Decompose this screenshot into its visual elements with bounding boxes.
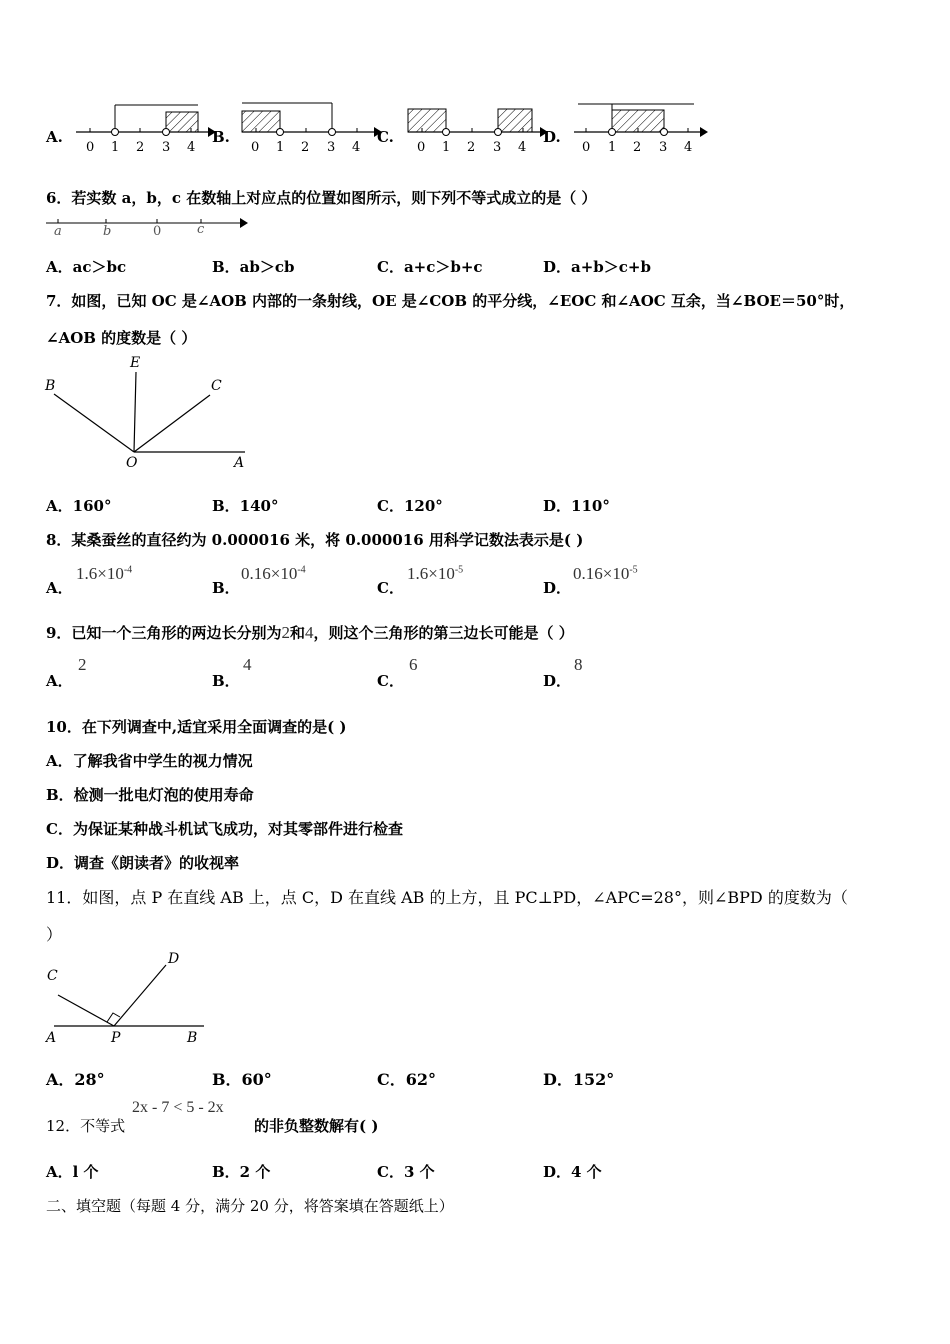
q11-label-p: P xyxy=(111,1030,121,1046)
tick-label: 0 xyxy=(582,140,591,155)
q5-option-c-letter: C. xyxy=(377,128,394,146)
section2-heading: 二、填空题（每题 4 分，满分 20 分，将答案填在答题纸上） xyxy=(46,1197,454,1215)
tick-label: 3 xyxy=(162,140,171,155)
tick-label: 1 xyxy=(111,140,120,155)
q6-option-b: B．ab＞cb xyxy=(212,258,295,276)
tick-label: 2 xyxy=(633,140,642,155)
q6-number-line xyxy=(46,212,256,242)
q7-angle-figure xyxy=(40,352,260,477)
q12-inequality: 2x - 7 < 5 - 2x xyxy=(132,1099,224,1116)
q8-option-a-letter: A． xyxy=(46,579,73,597)
q10-option-a: A．了解我省中学生的视力情况 xyxy=(46,752,253,770)
tick-label: 3 xyxy=(659,140,668,155)
q12-stem-start: 12．不等式 xyxy=(46,1117,126,1135)
q8-option-d-value: $0.16\times 10^{-5}$ xyxy=(573,564,638,583)
q11-option-a: A．28° xyxy=(46,1070,105,1089)
q7-option-b: B．140° xyxy=(212,497,279,515)
q12-option-b: B．2 个 xyxy=(212,1163,271,1181)
q11-label-d: D xyxy=(168,951,180,967)
tick-label: 2 xyxy=(136,140,145,155)
q11-label-b: B xyxy=(187,1030,198,1046)
tick-label: 1 xyxy=(608,140,617,155)
tick-label: 2 xyxy=(301,140,310,155)
q5-option-b-letter: B. xyxy=(212,128,230,146)
q5-option-a-letter: A. xyxy=(46,128,63,146)
tick-label: 4 xyxy=(352,140,361,155)
tick-label: 0 xyxy=(417,140,426,155)
q8-option-c-letter: C． xyxy=(377,579,404,597)
q11-stem-line2: ） xyxy=(46,925,63,944)
q11-label-c: C xyxy=(47,968,58,984)
q8-stem: 8．某桑蚕丝的直径约为 0.000016 米，将 0.000016 用科学记数法表示是( ) xyxy=(46,531,584,549)
q11-option-c: C．62° xyxy=(377,1070,437,1089)
q10-stem: 10．在下列调查中,适宜采用全面调查的是( ) xyxy=(46,718,347,736)
q7-option-c: C．120° xyxy=(377,497,443,515)
q6-label-c: c xyxy=(197,222,205,237)
q10-option-d: D．调查《朗读者》的收视率 xyxy=(46,854,240,872)
q7-stem-line1: 7．如图，已知 OC 是∠AOB 内部的一条射线，OE 是∠COB 的平分线，∠EOC 和∠AOC 互余，当∠BOE＝50°时， xyxy=(46,292,855,310)
q11-option-d: D．152° xyxy=(543,1070,615,1089)
q6-option-c: C．a+c＞b+c xyxy=(377,258,483,276)
q7-label-e: E xyxy=(130,355,141,371)
q7-label-a: A xyxy=(234,455,245,471)
q8-option-c-value: $1.6\times 10^{-5}$ xyxy=(407,564,464,583)
q8-option-b-letter: B． xyxy=(212,579,240,597)
q6-stem: 6．若实数 a，b，c 在数轴上对应点的位置如图所示，则下列不等式成立的是（ ） xyxy=(46,189,597,207)
tick-label: 0 xyxy=(251,140,260,155)
q6-label-0: 0 xyxy=(153,224,162,239)
q8-option-a-value: $1.6\times 10^{-4}$ xyxy=(76,564,133,583)
tick-label: 1 xyxy=(276,140,285,155)
q10-option-b: B．检测一批电灯泡的使用寿命 xyxy=(46,786,254,804)
q9-option-c-value: 6 xyxy=(409,655,418,674)
q7-option-a: A．160° xyxy=(46,497,112,515)
q9-stem: 9．已知一个三角形的两边长分别为2和4，则这个三角形的第三边长可能是（ ） xyxy=(46,623,574,642)
tick-label: 2 xyxy=(467,140,476,155)
q6-label-a: a xyxy=(54,224,62,239)
tick-label: 4 xyxy=(684,140,693,155)
tick-label: 3 xyxy=(327,140,336,155)
q11-option-b: B．60° xyxy=(212,1070,272,1089)
q6-option-a: A．ac＞bc xyxy=(46,258,127,276)
q9-option-d-letter: D． xyxy=(543,672,572,690)
q7-label-c: C xyxy=(211,378,222,394)
q12-option-c: C．3 个 xyxy=(377,1163,435,1181)
q6-label-b: b xyxy=(103,224,112,239)
q11-stem-line1: 11．如图，点 P 在直线 AB 上，点 C，D 在直线 AB 的上方，且 PC⊥PD，∠APC=28°，则∠BPD 的度数为（ xyxy=(46,888,848,907)
q12-stem-end: 的非负整数解有( ) xyxy=(254,1117,379,1135)
q8-option-d-letter: D． xyxy=(543,579,572,597)
q9-option-b-value: 4 xyxy=(243,655,252,674)
q7-option-d: D．110° xyxy=(543,497,610,515)
q10-option-c: C．为保证某种战斗机试飞成功，对其零部件进行检查 xyxy=(46,820,403,838)
q5-option-d-letter: D. xyxy=(543,128,561,146)
q6-option-d: D．a+b＞c+b xyxy=(543,258,651,276)
q12-option-a: A．l 个 xyxy=(46,1163,99,1181)
q12-option-d: D．4 个 xyxy=(543,1163,602,1181)
q5-option-d-number-line xyxy=(568,95,718,160)
q8-option-b-value: $0.16\times 10^{-4}$ xyxy=(241,564,306,583)
q11-label-a: A xyxy=(46,1030,57,1046)
tick-label: 4 xyxy=(187,140,196,155)
q9-option-d-value: 8 xyxy=(574,655,583,674)
tick-label: 3 xyxy=(493,140,502,155)
q7-label-o: O xyxy=(126,455,138,471)
q9-option-b-letter: B． xyxy=(212,672,240,690)
q7-label-b: B xyxy=(45,378,56,394)
tick-label: 4 xyxy=(518,140,527,155)
q7-stem-line2: ∠AOB 的度数是（ ） xyxy=(46,329,197,347)
tick-label: 0 xyxy=(86,140,95,155)
q9-option-a-letter: A． xyxy=(46,672,73,690)
tick-label: 1 xyxy=(442,140,451,155)
q9-option-c-letter: C． xyxy=(377,672,404,690)
q9-option-a-value: 2 xyxy=(78,655,87,674)
